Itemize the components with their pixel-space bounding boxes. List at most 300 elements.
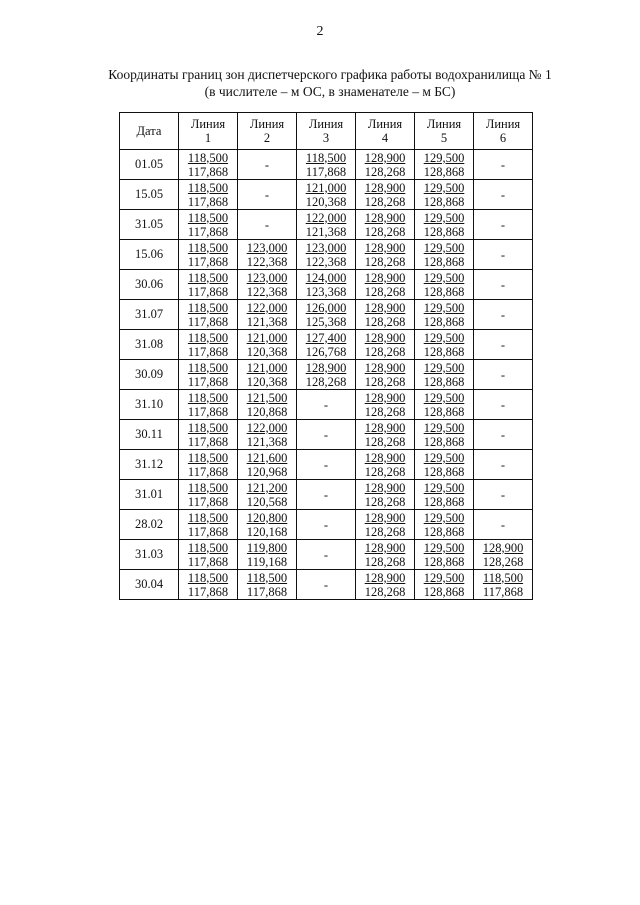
value-denominator: 120,968 (246, 464, 288, 479)
value-denominator: 117,868 (187, 464, 229, 479)
value-numerator: 129,500 (423, 330, 465, 345)
empty-value-dash: - (500, 277, 506, 292)
value-denominator: 128,268 (364, 164, 406, 179)
value-numerator: 123,000 (305, 240, 347, 255)
line-2-cell (238, 390, 297, 420)
date-cell: 30.11 (120, 420, 179, 450)
value-numerator: 129,500 (423, 450, 465, 465)
line-4-cell (356, 420, 415, 450)
line-1-cell (179, 480, 238, 510)
value-numerator: 128,900 (364, 210, 406, 225)
value-numerator: 120,800 (246, 510, 288, 525)
value-numerator: 129,500 (423, 240, 465, 255)
date-cell: 30.06 (120, 270, 179, 300)
header-number: 4 (381, 131, 389, 145)
line-4-cell (356, 330, 415, 360)
line-3-cell (297, 270, 356, 300)
table-row (120, 540, 533, 570)
line-1-cell (179, 210, 238, 240)
value-numerator: 118,500 (187, 420, 229, 435)
value-numerator: 128,900 (364, 300, 406, 315)
table-row (120, 360, 533, 390)
line-3-cell (297, 450, 356, 480)
empty-value-dash: - (500, 487, 506, 502)
line-3-cell (297, 300, 356, 330)
document-title (100, 66, 560, 100)
line-6-cell (474, 240, 533, 270)
line-5-cell (415, 360, 474, 390)
value-numerator: 118,500 (305, 150, 347, 165)
line-1-cell (179, 180, 238, 210)
empty-value-dash: - (500, 187, 506, 202)
value-denominator: 128,268 (364, 344, 406, 359)
line-1-cell (179, 270, 238, 300)
line-6-cell (474, 570, 533, 600)
header-number: 1 (204, 131, 212, 145)
value-numerator: 118,500 (482, 570, 524, 585)
header-label: Линия (249, 117, 285, 131)
value-denominator: 128,868 (423, 374, 465, 389)
value-numerator: 118,500 (187, 390, 229, 405)
value-numerator: 118,500 (187, 570, 229, 585)
empty-value-dash: - (500, 247, 506, 262)
value-denominator: 128,268 (364, 404, 406, 419)
value-denominator: 128,268 (364, 554, 406, 569)
line-5-cell (415, 300, 474, 330)
line-4-cell (356, 480, 415, 510)
header-number: 6 (499, 131, 507, 145)
table-row (120, 420, 533, 450)
line-5-cell (415, 450, 474, 480)
line-4-cell (356, 300, 415, 330)
value-denominator: 128,268 (364, 374, 406, 389)
value-numerator: 128,900 (364, 570, 406, 585)
value-denominator: 128,868 (423, 194, 465, 209)
header-number: 5 (440, 131, 448, 145)
date-cell: 15.06 (120, 240, 179, 270)
line-1-cell (179, 570, 238, 600)
value-numerator: 118,500 (187, 480, 229, 495)
table-header-row (120, 113, 533, 150)
empty-value-dash: - (323, 397, 329, 412)
value-denominator: 119,168 (246, 554, 288, 569)
line-2-cell (238, 240, 297, 270)
value-numerator: 122,000 (305, 210, 347, 225)
line-3-cell (297, 570, 356, 600)
line-6-cell (474, 270, 533, 300)
empty-value-dash: - (323, 517, 329, 532)
header-number: 3 (322, 131, 330, 145)
line-6-cell (474, 390, 533, 420)
line-4-cell (356, 210, 415, 240)
line-5-cell (415, 390, 474, 420)
value-denominator: 117,868 (246, 584, 288, 599)
date-cell: 15.05 (120, 180, 179, 210)
line-6-cell (474, 360, 533, 390)
value-denominator: 128,268 (364, 434, 406, 449)
line-5-cell (415, 150, 474, 180)
header-line-3 (297, 113, 356, 150)
value-numerator: 128,900 (305, 360, 347, 375)
header-label: Дата (136, 124, 162, 138)
value-denominator: 121,368 (305, 224, 347, 239)
empty-value-dash: - (500, 397, 506, 412)
value-denominator: 117,868 (305, 164, 347, 179)
line-5-cell (415, 570, 474, 600)
value-numerator: 129,500 (423, 180, 465, 195)
date-cell: 30.09 (120, 360, 179, 390)
value-denominator: 120,868 (246, 404, 288, 419)
line-4-cell (356, 150, 415, 180)
value-denominator: 120,368 (305, 194, 347, 209)
value-denominator: 128,868 (423, 464, 465, 479)
value-numerator: 123,000 (246, 270, 288, 285)
value-numerator: 118,500 (187, 450, 229, 465)
line-2-cell (238, 270, 297, 300)
value-numerator: 118,500 (187, 540, 229, 555)
line-6-cell (474, 480, 533, 510)
table-row (120, 180, 533, 210)
empty-value-dash: - (323, 457, 329, 472)
line-5-cell (415, 240, 474, 270)
header-line-2 (238, 113, 297, 150)
value-numerator: 124,000 (305, 270, 347, 285)
value-denominator: 128,268 (364, 284, 406, 299)
empty-value-dash: - (500, 337, 506, 352)
line-5-cell (415, 420, 474, 450)
value-numerator: 128,900 (364, 270, 406, 285)
line-5-cell (415, 270, 474, 300)
empty-value-dash: - (323, 547, 329, 562)
value-numerator: 128,900 (364, 360, 406, 375)
value-denominator: 117,868 (187, 374, 229, 389)
value-numerator: 128,900 (364, 330, 406, 345)
value-numerator: 128,900 (364, 510, 406, 525)
value-numerator: 129,500 (423, 300, 465, 315)
table-row (120, 570, 533, 600)
line-3-cell (297, 420, 356, 450)
line-4-cell (356, 510, 415, 540)
line-3-cell (297, 210, 356, 240)
table-row (120, 210, 533, 240)
line-5-cell (415, 210, 474, 240)
line-4-cell (356, 450, 415, 480)
empty-value-dash: - (500, 367, 506, 382)
line-2-cell (238, 420, 297, 450)
line-6-cell (474, 180, 533, 210)
value-denominator: 123,368 (305, 284, 347, 299)
value-denominator: 128,268 (364, 464, 406, 479)
line-3-cell (297, 540, 356, 570)
table-row (120, 300, 533, 330)
value-numerator: 129,500 (423, 360, 465, 375)
date-cell: 28.02 (120, 510, 179, 540)
line-2-cell (238, 150, 297, 180)
value-denominator: 117,868 (187, 344, 229, 359)
value-denominator: 117,868 (187, 554, 229, 569)
value-denominator: 122,368 (305, 254, 347, 269)
line-2-cell (238, 540, 297, 570)
line-3-cell (297, 150, 356, 180)
line-1-cell (179, 300, 238, 330)
header-label: Линия (367, 117, 403, 131)
line-4-cell (356, 180, 415, 210)
value-numerator: 129,500 (423, 210, 465, 225)
value-denominator: 120,168 (246, 524, 288, 539)
value-denominator: 117,868 (187, 584, 229, 599)
value-numerator: 122,000 (246, 420, 288, 435)
header-date (120, 113, 179, 150)
value-numerator: 128,900 (364, 180, 406, 195)
value-denominator: 128,868 (423, 524, 465, 539)
value-numerator: 118,500 (187, 240, 229, 255)
table-row (120, 330, 533, 360)
value-denominator: 128,868 (423, 164, 465, 179)
line-2-cell (238, 210, 297, 240)
value-denominator: 128,868 (423, 554, 465, 569)
value-numerator: 121,200 (246, 480, 288, 495)
value-denominator: 128,268 (482, 554, 524, 569)
line-3-cell (297, 180, 356, 210)
line-3-cell (297, 240, 356, 270)
empty-value-dash: - (500, 427, 506, 442)
date-cell: 31.08 (120, 330, 179, 360)
line-3-cell (297, 330, 356, 360)
line-2-cell (238, 360, 297, 390)
value-numerator: 128,900 (364, 450, 406, 465)
header-label: Линия (308, 117, 344, 131)
value-numerator: 129,500 (423, 540, 465, 555)
value-numerator: 118,500 (187, 300, 229, 315)
header-line-1 (179, 113, 238, 150)
date-cell: 31.05 (120, 210, 179, 240)
line-2-cell (238, 180, 297, 210)
value-denominator: 122,368 (246, 254, 288, 269)
line-1-cell (179, 360, 238, 390)
value-denominator: 117,868 (187, 254, 229, 269)
line-6-cell (474, 150, 533, 180)
line-6-cell (474, 540, 533, 570)
line-4-cell (356, 360, 415, 390)
value-denominator: 128,868 (423, 344, 465, 359)
value-numerator: 118,500 (246, 570, 288, 585)
value-denominator: 117,868 (187, 194, 229, 209)
value-numerator: 118,500 (187, 360, 229, 375)
value-numerator: 127,400 (305, 330, 347, 345)
empty-value-dash: - (500, 517, 506, 532)
value-denominator: 128,868 (423, 404, 465, 419)
empty-value-dash: - (264, 187, 270, 202)
empty-value-dash: - (500, 217, 506, 232)
page-number: 2 (316, 24, 324, 39)
line-5-cell (415, 480, 474, 510)
value-denominator: 128,868 (423, 284, 465, 299)
value-denominator: 125,368 (305, 314, 347, 329)
value-numerator: 129,500 (423, 480, 465, 495)
value-numerator: 119,800 (246, 540, 288, 555)
line-2-cell (238, 570, 297, 600)
empty-value-dash: - (500, 307, 506, 322)
line-1-cell (179, 330, 238, 360)
line-6-cell (474, 450, 533, 480)
line-6-cell (474, 330, 533, 360)
value-denominator: 128,268 (305, 374, 347, 389)
value-numerator: 121,000 (246, 330, 288, 345)
line-1-cell (179, 240, 238, 270)
empty-value-dash: - (264, 157, 270, 172)
line-2-cell (238, 330, 297, 360)
line-3-cell (297, 390, 356, 420)
header-label: Линия (426, 117, 462, 131)
value-denominator: 128,268 (364, 584, 406, 599)
empty-value-dash: - (264, 217, 270, 232)
value-numerator: 121,000 (246, 360, 288, 375)
header-line-6 (474, 113, 533, 150)
value-denominator: 128,268 (364, 224, 406, 239)
value-numerator: 128,900 (364, 240, 406, 255)
schedule-table (119, 112, 533, 600)
table-row (120, 270, 533, 300)
empty-value-dash: - (500, 457, 506, 472)
value-denominator: 128,268 (364, 254, 406, 269)
line-1-cell (179, 510, 238, 540)
date-cell: 01.05 (120, 150, 179, 180)
value-denominator: 128,268 (364, 524, 406, 539)
empty-value-dash: - (323, 577, 329, 592)
value-numerator: 126,000 (305, 300, 347, 315)
line-5-cell (415, 540, 474, 570)
value-numerator: 121,500 (246, 390, 288, 405)
line-6-cell (474, 300, 533, 330)
line-1-cell (179, 540, 238, 570)
line-3-cell (297, 480, 356, 510)
value-denominator: 120,568 (246, 494, 288, 509)
value-numerator: 128,900 (364, 150, 406, 165)
header-label: Линия (190, 117, 226, 131)
line-4-cell (356, 570, 415, 600)
value-denominator: 117,868 (187, 224, 229, 239)
line-5-cell (415, 510, 474, 540)
line-1-cell (179, 390, 238, 420)
line-6-cell (474, 420, 533, 450)
line-1-cell (179, 150, 238, 180)
date-cell: 31.10 (120, 390, 179, 420)
line-5-cell (415, 180, 474, 210)
line-6-cell (474, 510, 533, 540)
line-1-cell (179, 420, 238, 450)
value-denominator: 117,868 (187, 314, 229, 329)
date-cell: 31.07 (120, 300, 179, 330)
value-denominator: 122,368 (246, 284, 288, 299)
value-numerator: 118,500 (187, 330, 229, 345)
table-row (120, 480, 533, 510)
value-denominator: 128,268 (364, 314, 406, 329)
value-numerator: 128,900 (482, 540, 524, 555)
header-line-5 (415, 113, 474, 150)
date-cell: 30.04 (120, 570, 179, 600)
date-cell: 31.12 (120, 450, 179, 480)
line-3-cell (297, 510, 356, 540)
value-numerator: 118,500 (187, 270, 229, 285)
value-numerator: 129,500 (423, 150, 465, 165)
header-line-4 (356, 113, 415, 150)
table-row (120, 450, 533, 480)
value-numerator: 122,000 (246, 300, 288, 315)
value-numerator: 129,500 (423, 390, 465, 405)
value-numerator: 129,500 (423, 570, 465, 585)
value-denominator: 128,868 (423, 494, 465, 509)
line-4-cell (356, 390, 415, 420)
date-cell: 31.03 (120, 540, 179, 570)
value-denominator: 128,268 (364, 494, 406, 509)
empty-value-dash: - (500, 157, 506, 172)
header-number: 2 (263, 131, 271, 145)
value-denominator: 126,768 (305, 344, 347, 359)
value-denominator: 128,868 (423, 254, 465, 269)
value-numerator: 118,500 (187, 210, 229, 225)
value-numerator: 129,500 (423, 420, 465, 435)
value-denominator: 120,368 (246, 344, 288, 359)
table-body (120, 150, 533, 600)
empty-value-dash: - (323, 487, 329, 502)
value-numerator: 118,500 (187, 180, 229, 195)
value-denominator: 128,868 (423, 314, 465, 329)
title-line-2: (в числителе – м ОС, в знаменателе – м БС) (204, 84, 456, 99)
value-denominator: 121,368 (246, 314, 288, 329)
value-denominator: 117,868 (187, 434, 229, 449)
value-denominator: 128,868 (423, 434, 465, 449)
line-2-cell (238, 300, 297, 330)
value-denominator: 117,868 (187, 494, 229, 509)
value-numerator: 128,900 (364, 420, 406, 435)
line-4-cell (356, 270, 415, 300)
value-numerator: 121,000 (305, 180, 347, 195)
table-row (120, 390, 533, 420)
value-denominator: 117,868 (187, 404, 229, 419)
line-5-cell (415, 330, 474, 360)
value-denominator: 117,868 (187, 524, 229, 539)
table-row (120, 510, 533, 540)
title-line-1: Координаты границ зон диспетчерского графика работы водохранилища № 1 (108, 67, 552, 82)
table-row (120, 240, 533, 270)
line-6-cell (474, 210, 533, 240)
value-denominator: 128,868 (423, 224, 465, 239)
value-denominator: 117,868 (187, 164, 229, 179)
line-4-cell (356, 240, 415, 270)
date-cell: 31.01 (120, 480, 179, 510)
empty-value-dash: - (323, 427, 329, 442)
value-numerator: 121,600 (246, 450, 288, 465)
line-3-cell (297, 360, 356, 390)
value-numerator: 123,000 (246, 240, 288, 255)
value-denominator: 128,268 (364, 194, 406, 209)
value-numerator: 128,900 (364, 390, 406, 405)
table-row (120, 150, 533, 180)
value-numerator: 128,900 (364, 480, 406, 495)
value-numerator: 118,500 (187, 150, 229, 165)
line-4-cell (356, 540, 415, 570)
line-2-cell (238, 450, 297, 480)
line-2-cell (238, 510, 297, 540)
value-denominator: 121,368 (246, 434, 288, 449)
value-numerator: 129,500 (423, 510, 465, 525)
value-denominator: 120,368 (246, 374, 288, 389)
line-1-cell (179, 450, 238, 480)
value-denominator: 128,868 (423, 584, 465, 599)
header-label: Линия (485, 117, 521, 131)
value-numerator: 118,500 (187, 510, 229, 525)
value-denominator: 117,868 (187, 284, 229, 299)
